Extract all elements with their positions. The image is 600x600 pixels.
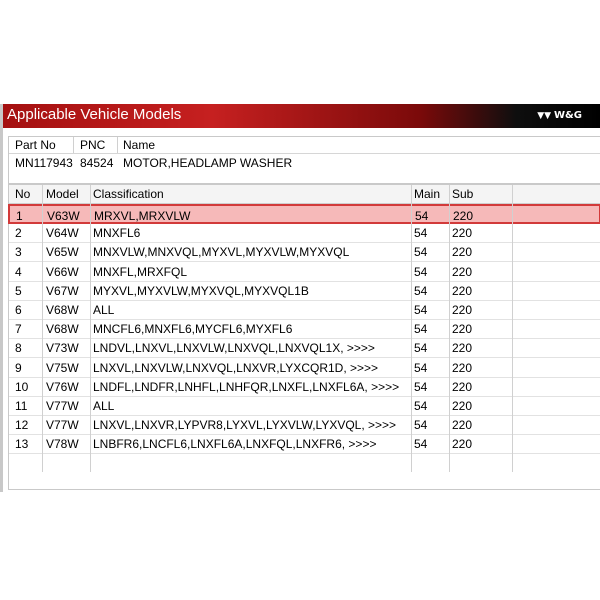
cell-main: 54 (414, 437, 428, 452)
cell-sub: 220 (452, 341, 473, 356)
column-divider (90, 185, 91, 472)
cell-classification: MNXFL,MRXFQL (93, 264, 188, 279)
part-info-panel (8, 136, 600, 184)
column-divider (512, 185, 513, 472)
cell-no: 5 (15, 283, 22, 298)
cell-main: 54 (414, 399, 428, 413)
cell-model: V67W (46, 283, 79, 298)
cell-classification: MNXVLW,MNXVQL,MYXVL,MYXVLW,MYXVQL (93, 245, 350, 260)
cell-model: V66W (46, 264, 79, 279)
cell-model: V77W (46, 418, 79, 433)
cell-model: V78W (46, 437, 79, 452)
cell-model: V75W (46, 360, 79, 375)
column-header-model[interactable]: Model (46, 187, 79, 201)
part-name-value: MOTOR,HEADLAMP WASHER (123, 156, 293, 170)
cell-model: V77W (46, 399, 79, 413)
cell-no: 9 (15, 360, 22, 375)
column-header-sub[interactable]: Sub (452, 187, 474, 201)
cell-classification: MYXVL,MYXVLW,MYXVQL,MYXVQL1B (93, 283, 309, 298)
cell-classification: ALL (93, 303, 115, 317)
cell-main: 54 (414, 303, 428, 317)
cell-sub: 220 (452, 303, 473, 317)
cell-sub: 220 (452, 226, 473, 241)
cell-no: 6 (15, 303, 22, 317)
cell-classification: LNXVL,LNXVLW,LNXVQL,LNXVR,LYXCQR1D, >>>> (93, 360, 379, 375)
brand-logo (537, 110, 582, 121)
cell-main: 54 (414, 264, 428, 279)
cell-sub: 220 (452, 379, 473, 394)
cell-no: 2 (15, 226, 22, 241)
title-bar (3, 104, 600, 128)
cell-sub: 220 (453, 209, 474, 223)
cell-model: V68W (46, 322, 79, 337)
cell-sub: 220 (452, 437, 473, 452)
cell-sub: 220 (452, 264, 473, 279)
applicable-models-window (0, 104, 600, 492)
part-info-header (9, 137, 600, 154)
cell-classification: ALL (93, 399, 115, 413)
cell-sub: 220 (452, 418, 473, 433)
brand-icon: ▼▼ (537, 111, 552, 121)
cell-main: 54 (414, 379, 428, 394)
vehicle-models-table (8, 184, 600, 490)
cell-no: 12 (15, 418, 29, 433)
column-divider (411, 185, 412, 472)
cell-main: 54 (414, 283, 428, 298)
cell-sub: 220 (452, 399, 473, 413)
cell-main: 54 (414, 341, 428, 356)
cell-sub: 220 (452, 322, 473, 337)
cell-no: 10 (15, 379, 29, 394)
part-no-header: Part No (15, 138, 56, 152)
column-header-classification[interactable]: Classification (93, 187, 164, 201)
cell-model: V63W (47, 209, 80, 223)
cell-model: V64W (46, 226, 79, 241)
name-header: Name (123, 138, 156, 152)
cell-model: V76W (46, 379, 79, 394)
cell-model: V73W (46, 341, 79, 356)
cell-classification: LNDVL,LNXVL,LNXVLW,LNXVQL,LNXVQL1X, >>>> (93, 341, 375, 356)
cell-no: 8 (15, 341, 22, 356)
cell-no: 7 (15, 322, 22, 337)
column-header-main[interactable]: Main (414, 187, 441, 201)
cell-no: 11 (15, 399, 28, 413)
header-divider (73, 137, 74, 153)
cell-classification: LNXVL,LNXVR,LYPVR8,LYXVL,LYXVLW,LYXVQL, >>>> (93, 418, 397, 433)
column-divider (42, 185, 43, 472)
pnc-value: 84524 (80, 156, 114, 170)
window-title: Applicable Vehicle Models (7, 106, 182, 123)
part-no-value: MN117943 (15, 156, 73, 170)
part-info-row[interactable] (9, 156, 600, 172)
cell-main: 54 (414, 418, 428, 433)
cell-classification: MNXFL6 (93, 226, 141, 241)
cell-main: 54 (415, 209, 429, 223)
cell-model: V68W (46, 303, 79, 317)
cell-no: 3 (15, 245, 22, 260)
pnc-header: PNC (80, 138, 106, 152)
cell-main: 54 (414, 245, 428, 260)
cell-sub: 220 (452, 360, 473, 375)
cell-classification: MNCFL6,MNXFL6,MYCFL6,MYXFL6 (93, 322, 293, 337)
cell-sub: 220 (452, 245, 473, 260)
cell-sub: 220 (452, 283, 473, 298)
cell-no: 1 (16, 209, 23, 223)
cell-classification: LNBFR6,LNCFL6,LNXFL6A,LNXFQL,LNXFR6, >>>> (93, 437, 377, 452)
cell-no: 13 (15, 437, 29, 452)
cell-model: V65W (46, 245, 79, 260)
cell-classification: LNDFL,LNDFR,LNHFL,LNHFQR,LNXFL,LNXFL6A, >>>> (93, 379, 400, 394)
header-divider (117, 137, 118, 153)
cell-classification: MRXVL,MRXVLW (94, 209, 191, 223)
cell-main: 54 (414, 360, 428, 375)
brand-text: W&G (554, 110, 582, 121)
cell-main: 54 (414, 226, 428, 241)
cell-no: 4 (15, 264, 22, 279)
column-divider (449, 185, 450, 472)
cell-main: 54 (414, 322, 428, 337)
column-header-no[interactable]: No (15, 187, 31, 201)
